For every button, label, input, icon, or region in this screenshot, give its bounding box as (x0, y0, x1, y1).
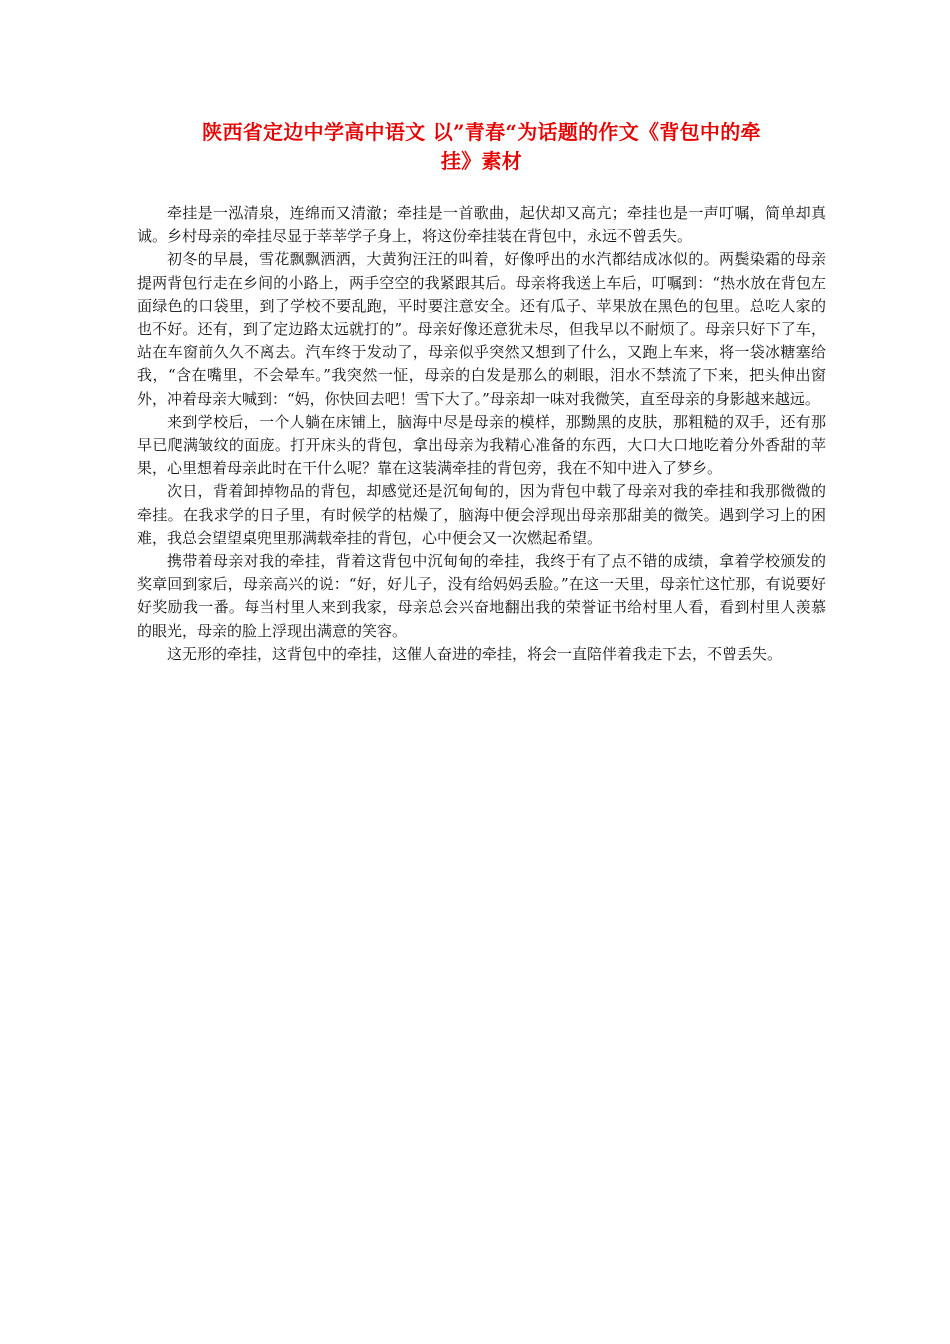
document-page (137, 118, 826, 666)
paragraph-2: 初冬的早晨，雪花飘飘洒洒，大黄狗汪汪的叫着，好像呼出的水汽都结成冰似的。两鬓染霜的母亲提两背包行走在乡间的小路上，两手空空的我紧跟其后。母亲将我送上车后，叮嘱到：“热水放在背包左面绿色的口袋里，到了学校不要乱跑，平时要注意安全。还有瓜子、苹果放在黑色的包里。总吃人家的也不好。还有，到了定边路太远就打的”。母亲好像还意犹未尽，但我早以不耐烦了。母亲只好下了车，站在车窗前久久不离去。汽车终于发动了，母亲似乎突然又想到了什么，又跑上车来，将一袋冰糖塞给我，“含在嘴里，不会晕车。”我突然一怔，母亲的白发是那么的刺眼，泪水不禁流了下来，把头伸出窗外，冲着母亲大喊到：“妈，你快回去吧！雪下大了。”母亲却一味对我微笑，直至母亲的身影越来越远。 (137, 250, 826, 408)
paragraph-1: 牵挂是一泓清泉，连绵而又清澈；牵挂是一首歌曲，起伏却又高亢；牵挂也是一声叮嘱，简单却真诚。乡村母亲的牵挂尽显于莘莘学子身上，将这份牵挂装在背包中，永远不曾丢失。 (137, 204, 826, 246)
document-title (137, 118, 826, 176)
document-body (137, 202, 826, 666)
title-line-1: 陕西省定边中学高中语文 以”青春“为话题的作文《背包中的牵 (202, 120, 761, 144)
paragraph-3: 来到学校后，一个人躺在床铺上，脑海中尽是母亲的模样，那黝黑的皮肤，那粗糙的双手，还有那早已爬满皱纹的面庞。打开床头的背包，拿出母亲为我精心准备的东西，大口大口地吃着分外香甜的苹果，心里想着母亲此时在干什么呢？靠在这装满牵挂的背包旁，我在不知中进入了梦乡。 (137, 412, 826, 478)
paragraph-5: 携带着母亲对我的牵挂，背着这背包中沉甸甸的牵挂，我终于有了点不错的成绩，拿着学校颁发的奖章回到家后，母亲高兴的说：“好，好儿子，没有给妈妈丢脸。”在这一天里，母亲忙这忙那，有说要好好奖励我一番。每当村里人来到我家，母亲总会兴奋地翻出我的荣誉证书给村里人看，看到村里人羡慕的眼光，母亲的脸上浮现出满意的笑容。 (137, 552, 826, 640)
paragraph-6: 这无形的牵挂，这背包中的牵挂，这催人奋进的牵挂，将会一直陪伴着我走下去，不曾丢失。 (167, 644, 783, 663)
title-line-2: 挂》素材 (440, 149, 523, 173)
paragraph-4: 次日，背着卸掉物品的背包，却感觉还是沉甸甸的，因为背包中载了母亲对我的牵挂和我那微微的牵挂。在我求学的日子里，有时候学的枯燥了，脑海中便会浮现出母亲那甜美的微笑。遇到学习上的困难，我总会望望桌兜里那满载牵挂的背包，心中便会又一次燃起希望。 (137, 482, 826, 547)
